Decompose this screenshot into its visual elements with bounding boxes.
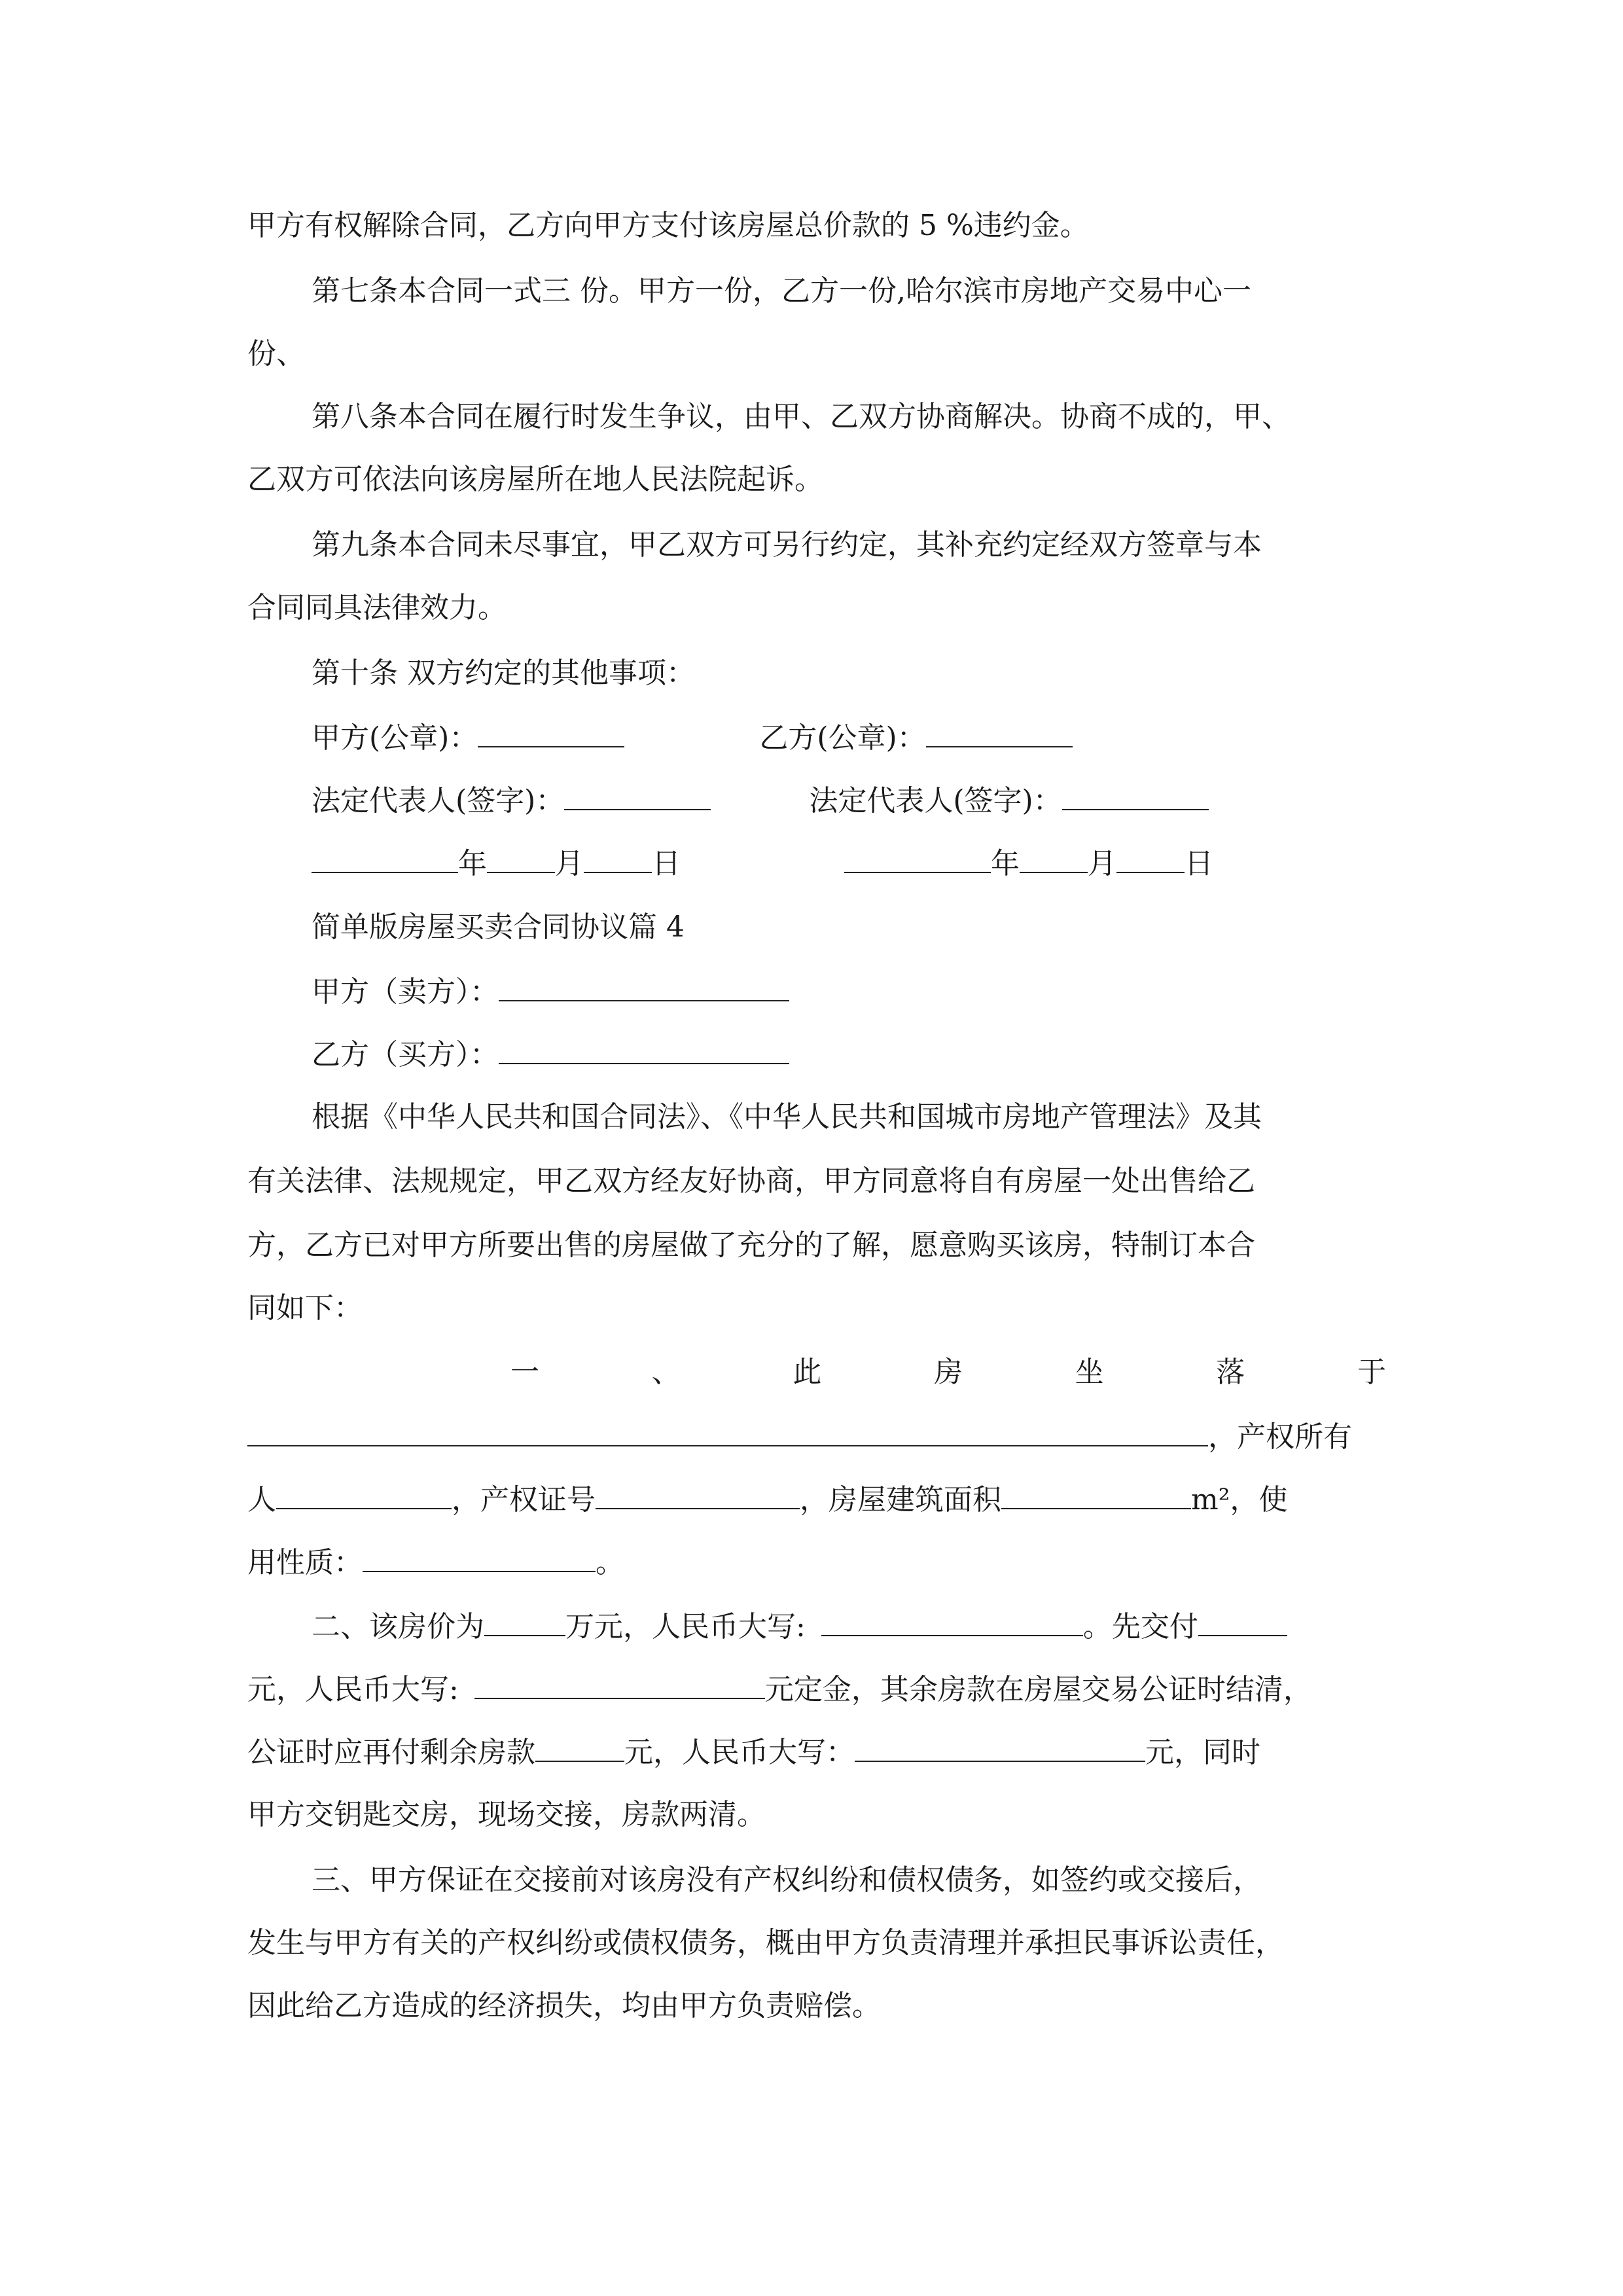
rep-b-blank [1062, 781, 1209, 810]
party-b-seal-blank [926, 719, 1073, 747]
party-b-seal-label: 乙方(公章)： [759, 721, 926, 754]
usage-label: 用性质： [247, 1546, 363, 1579]
text-line: 乙双方可依法向该房屋所在地人民法院起诉。 [247, 463, 823, 496]
price-label: 二、该房价为 [312, 1610, 484, 1643]
day-label: 日 [652, 847, 681, 880]
seller-row [312, 973, 1386, 1008]
month-blank [487, 844, 555, 873]
year-blank [312, 844, 458, 873]
preamble-line: 同如下： [247, 1291, 363, 1325]
day-label: 日 [1185, 847, 1213, 880]
deposit-label: 元定金，其余房款在房屋交易公证时结清， [764, 1673, 1312, 1706]
area-label: ，房屋建筑面积 [800, 1483, 1001, 1516]
article-3-line: 因此给乙方造成的经济损失，均由甲方负责赔偿。 [247, 1989, 881, 2022]
cert-blank [596, 1480, 800, 1509]
location-blank [247, 1418, 1208, 1446]
spread-char: 一 [510, 1355, 539, 1389]
year-label: 年 [458, 847, 487, 880]
rmb-label: 万元，人民币大写: [565, 1610, 806, 1643]
deposit-row [247, 1670, 1386, 1706]
spread-char: 、 [651, 1355, 681, 1389]
prepay-label: 。先交付 [1082, 1610, 1198, 1643]
spread-char: 此 [793, 1355, 822, 1389]
article-8-line: 第八条本合同在履行时发生争议，由甲、乙双方协商解决。协商不成的，甲、 [312, 400, 1291, 433]
remaining-blank [535, 1733, 624, 1762]
spread-char: 于 [1357, 1355, 1386, 1389]
month-label: 月 [1088, 847, 1116, 880]
price-blank [484, 1607, 565, 1636]
article-9-line: 第九条本合同未尽事宜，甲乙双方可另行约定，其补充约定经双方签章与本 [312, 528, 1262, 562]
spread-char: 房 [933, 1355, 963, 1389]
buyer-label: 乙方（买方）： [312, 1038, 499, 1071]
article-3-line: 三、甲方保证在交接前对该房没有产权纠纷和债权债务，如签约或交接后， [312, 1863, 1262, 1897]
preamble-line: 有关法律、法规规定，甲乙双方经友好协商，甲方同意将自有房屋一处出售给乙 [247, 1164, 1255, 1198]
section-heading: 简单版房屋买卖合同协议篇 4 [312, 910, 685, 944]
period: 。 [596, 1546, 624, 1579]
area-blank [1001, 1480, 1191, 1509]
rmb-label: 元，人民币大写: [247, 1673, 459, 1706]
simultaneous-label: 元，同时 [1145, 1736, 1260, 1768]
owner-cert-area-row [247, 1480, 1386, 1516]
text-line: 合同同具法律效力。 [247, 591, 507, 624]
seller-label: 甲方（卖方）： [312, 975, 499, 1008]
price-row [312, 1607, 1386, 1643]
party-a-seal-label: 甲方(公章)： [312, 721, 478, 754]
buyer-blank [499, 1035, 789, 1064]
remaining-label: 公证时应再付剩余房款 [247, 1736, 535, 1768]
prepay-blank [1198, 1607, 1287, 1636]
day-blank [1116, 844, 1185, 873]
usage-blank [363, 1543, 596, 1572]
year-label: 年 [991, 847, 1020, 880]
buyer-row [312, 1035, 1386, 1071]
text-line: 份、 [247, 337, 305, 370]
article-3-line: 发生与甲方有关的产权纠纷或债权债务，概由甲方负责清理并承担民事诉讼责任， [247, 1926, 1284, 1960]
location-row [247, 1418, 1386, 1453]
month-blank [1020, 844, 1088, 873]
seal-row [312, 719, 1386, 754]
preamble-line: 方，乙方已对甲方所要出售的房屋做了充分的了解，愿意购买该房，特制订本合 [247, 1229, 1255, 1262]
rep-a-label: 法定代表人(签字)： [312, 784, 565, 817]
representative-row [312, 781, 1386, 817]
usage-row [247, 1543, 1386, 1579]
person-label: 人 [247, 1483, 276, 1516]
rmb-label: 元，人民币大写： [624, 1736, 855, 1768]
rep-b-label: 法定代表人(签字)： [809, 784, 1062, 817]
text-line: 甲方交钥匙交房，现场交接，房款两清。 [247, 1798, 766, 1831]
cert-label: ，产权证号 [452, 1483, 596, 1516]
remaining-row [247, 1733, 1386, 1768]
article-1-spread-line [510, 1355, 1386, 1390]
article-7-line: 第七条本合同一式三 份。甲方一份，乙方一份,哈尔滨市房地产交易中心一 [312, 274, 1251, 308]
spread-char: 坐 [1075, 1355, 1104, 1389]
preamble-line: 根据《中华人民共和国合同法》、《中华人民共和国城市房地产管理法》及其 [312, 1100, 1262, 1134]
unit-label: m²，使 [1191, 1483, 1288, 1516]
year-blank [844, 844, 991, 873]
owner-label: ，产权所有 [1208, 1420, 1352, 1453]
owner-blank [276, 1480, 452, 1509]
rmb-blank [821, 1607, 1083, 1636]
date-row [312, 844, 1386, 880]
text-line: 甲方有权解除合同，乙方向甲方支付该房屋总价款的 5 %违约金。 [247, 209, 1089, 242]
article-10-line: 第十条 双方约定的其他事项： [312, 656, 695, 690]
rep-a-blank [564, 781, 711, 810]
seller-blank [499, 973, 789, 1001]
remaining-rmb-blank [855, 1733, 1145, 1762]
deposit-blank [474, 1670, 765, 1699]
spread-char: 落 [1216, 1355, 1245, 1389]
day-blank [584, 844, 652, 873]
month-label: 月 [555, 847, 584, 880]
party-a-seal-blank [478, 719, 624, 747]
